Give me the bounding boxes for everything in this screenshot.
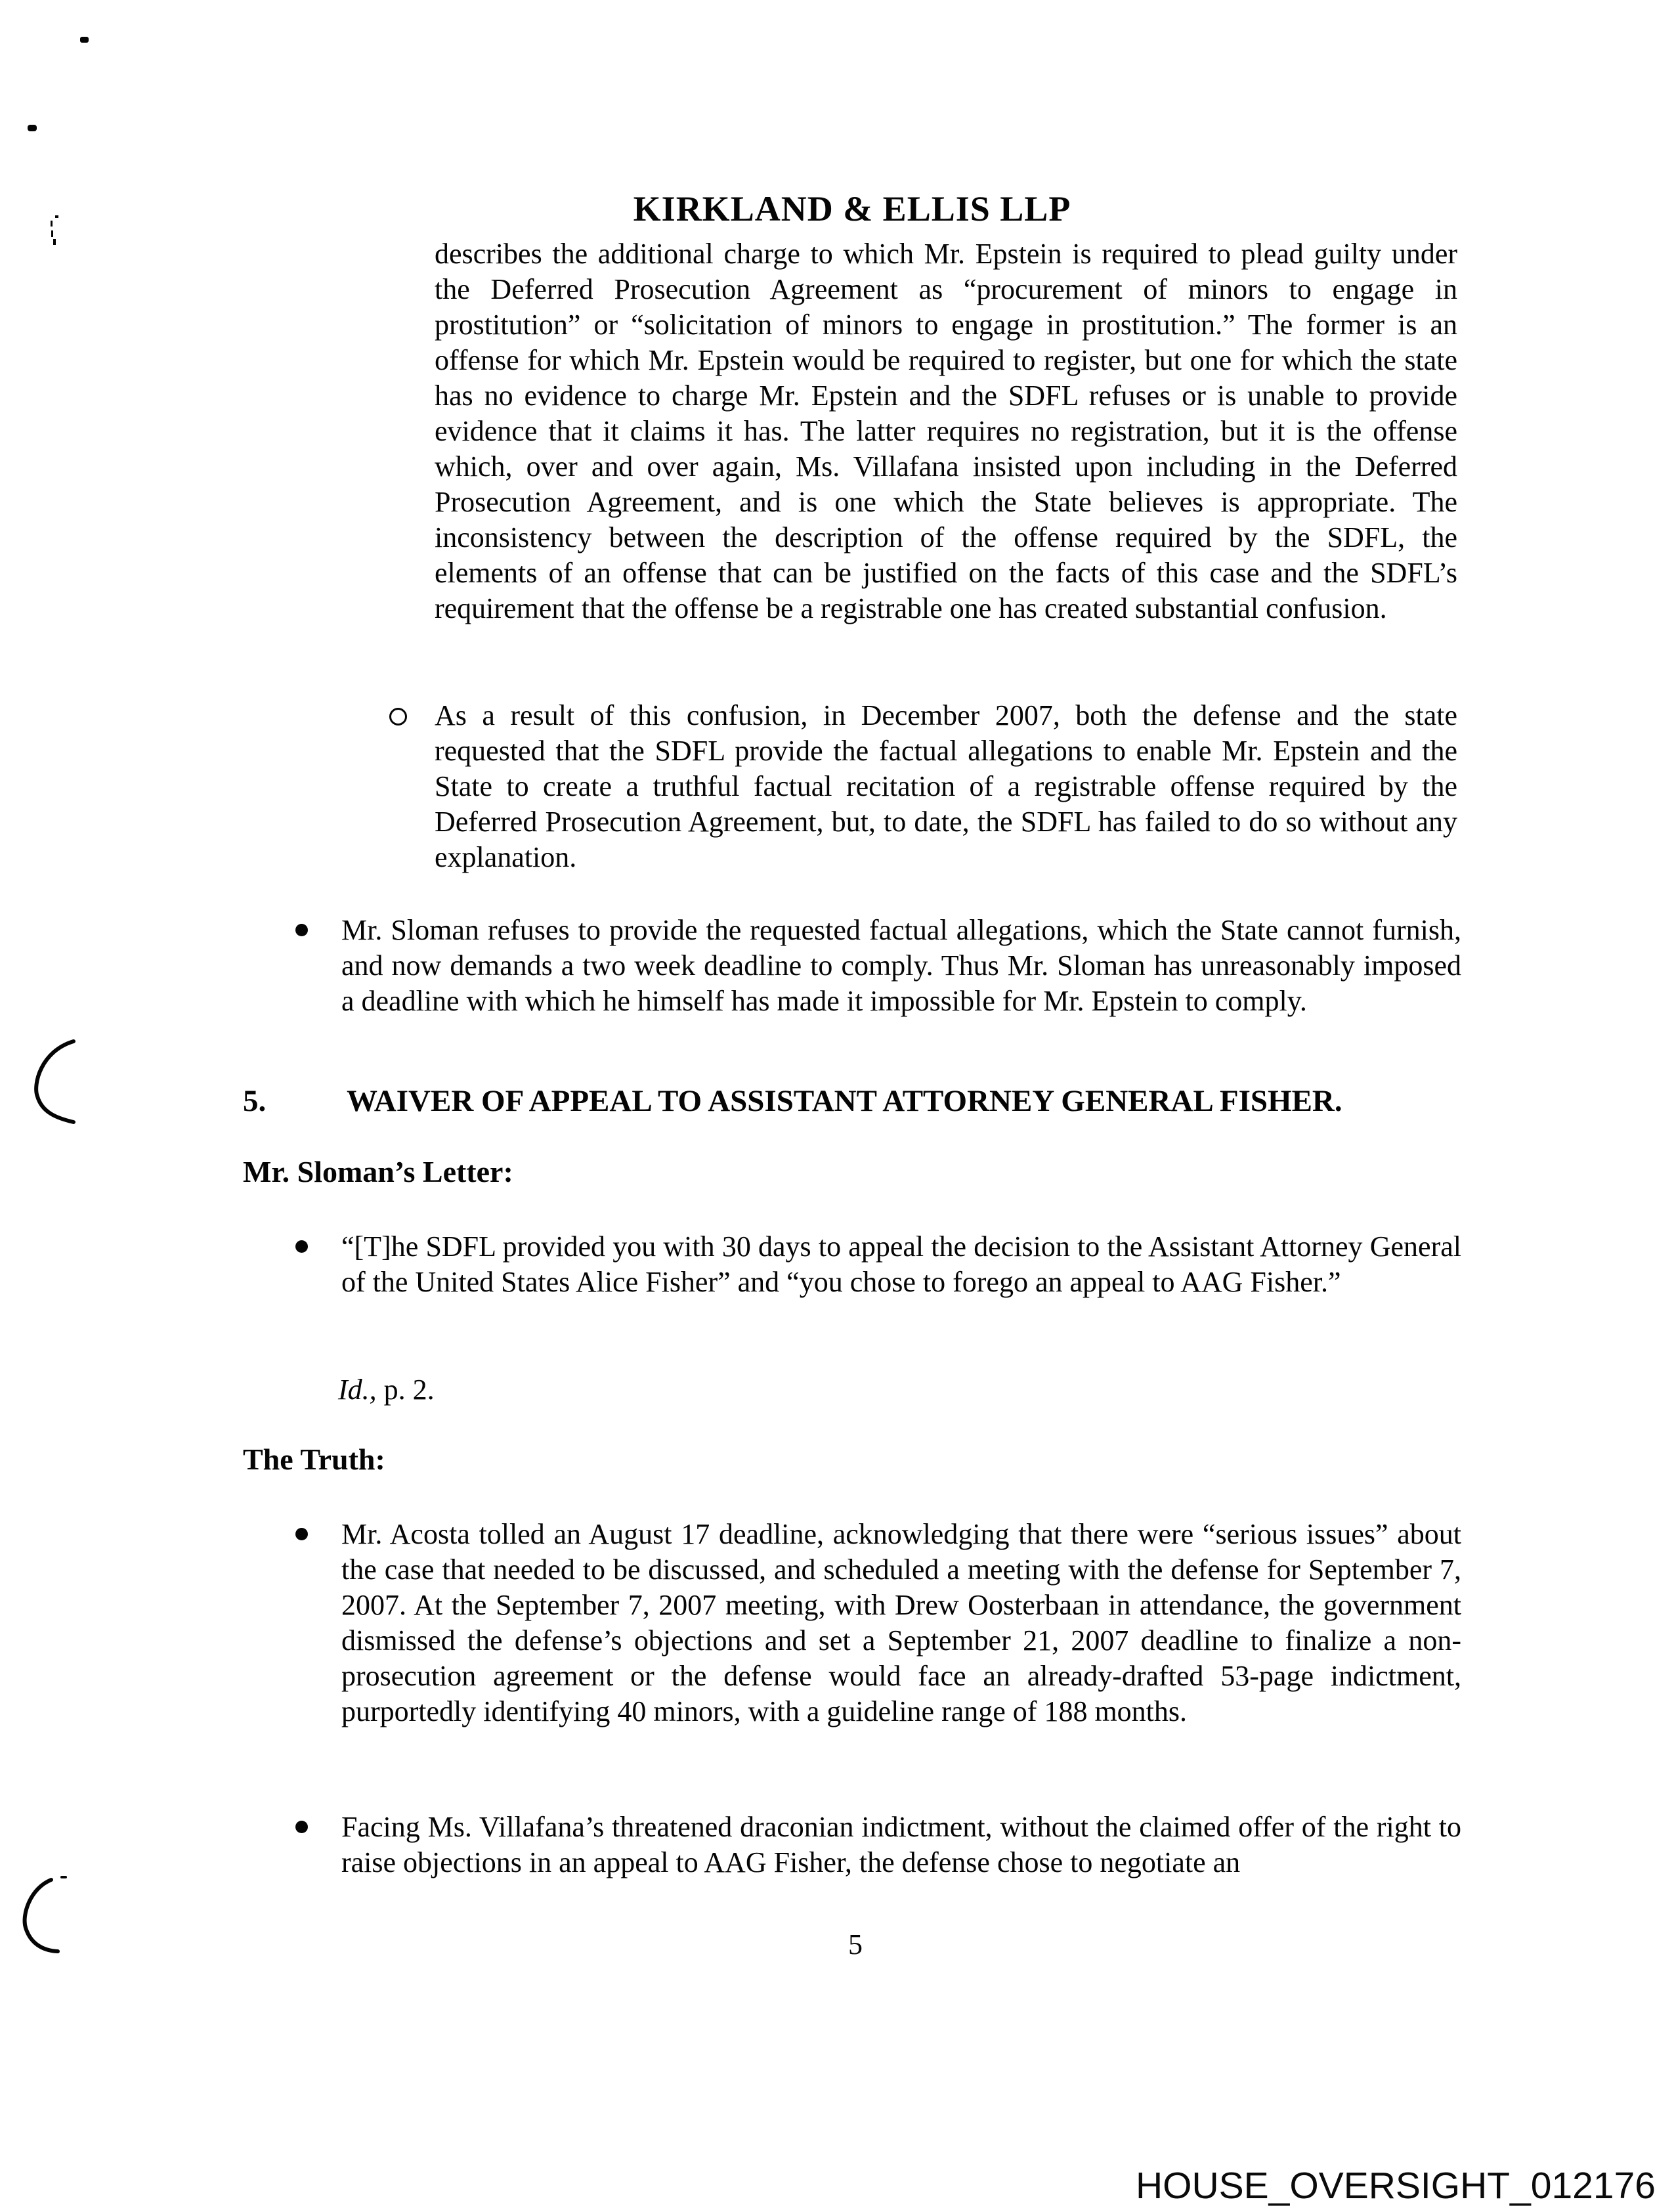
citation-id-p2: [338, 1372, 435, 1408]
slomans-letter-heading: Mr. Sloman’s Letter:: [243, 1155, 513, 1188]
filled-bullet-icon: [295, 1240, 308, 1253]
truth-heading: The Truth:: [243, 1442, 385, 1476]
bullet-text: Facing Ms. Villafana’s threatened draconian indictment, without the claimed offer of the right to raise objections in an appeal to AAG Fisher, the defense chose to negotiate an: [341, 1811, 1461, 1878]
hollow-bullet-icon: [389, 708, 407, 726]
section-number: 5.: [243, 1084, 267, 1118]
section-title: WAIVER OF APPEAL TO ASSISTANT ATTORNEY GENERAL FISHER.: [347, 1084, 1342, 1118]
bullet-item-acosta: [341, 1517, 1461, 1729]
page-number: 5: [848, 1928, 863, 1961]
filled-bullet-icon: [295, 924, 308, 936]
section-heading-5: [243, 1083, 1589, 1119]
bullet-text: “[T]he SDFL provided you with 30 days to appeal the decision to the Assistant Attorney General of the United States Alice Fisher” and “you chose to forego an appeal to AAG Fisher.”: [341, 1230, 1461, 1298]
bullet-item-sloman-refuses: [341, 913, 1461, 1019]
citation-rest: p. 2.: [376, 1374, 435, 1406]
bullet-text: Mr. Sloman refuses to provide the requested factual allegations, which the State cannot furnish, and now demands a two week deadline to comply. Thus Mr. Sloman has unreasonably imposed a deadline with which he himself has made it impossible for Mr. Epstein to comply.: [341, 914, 1461, 1017]
bullet-item-villafana: [341, 1810, 1461, 1880]
bullet-text: Mr. Acosta tolled an August 17 deadline, acknowledging that there were “serious issues” about the case that needed to be discussed, and scheduled a meeting with the defense for September 7, 2007. At the September 7, 2007 meeting, with Drew Oosterbaan in attendance, the government dismissed the defense’s objections and set a September 21, 2007 deadline to finalize a non-prosecution agreement or the defense would face an already-drafted 53-page indictment, purportedly identifying 40 minors, with a guideline range of 188 months.: [341, 1518, 1461, 1727]
bullet-item-sdfl-quote: [341, 1229, 1461, 1300]
firm-header: KIRKLAND & ELLIS LLP: [633, 189, 1071, 228]
sub-bullet-text: As a result of this confusion, in December 2007, both the defense and the state requested that the SDFL provide the factual allegations to enable Mr. Epstein and the State to create a truthful factual recitation of a registrable offense required by the Deferred Prosecution Agreement, but, to date, the SDFL has failed to do so without any explanation.: [435, 699, 1457, 873]
filled-bullet-icon: [295, 1821, 308, 1833]
citation-italic: Id.,: [338, 1374, 377, 1406]
sub-bullet-item: [435, 698, 1457, 875]
filled-bullet-icon: [295, 1528, 308, 1540]
paragraph-continuation: describes the additional charge to which Mr. Epstein is required to plead guilty under the Deferred Prosecution Agreement as “procurement of minors to engage in prostitution” or “solicitation of minors to engage in prostitution.” The former is an offense for which Mr. Epstein would be required to register, but one for which the state has no evidence to charge Mr. Epstein and the SDFL refuses or is unable to provide evidence that it claims it has. The latter requires no registration, but it is the offense which, over and over again, Ms. Villafana insisted upon including in the Deferred Prosecution Agreement, and is one which the State believes is appropriate. The inconsistency between the description of the offense required by the SDFL, the elements of an offense that can be justified on the facts of this case and the SDFL’s requirement that the offense be a registrable one has created substantial confusion.: [435, 238, 1457, 624]
bates-stamp: HOUSE_OVERSIGHT_012176: [1135, 2165, 1656, 2207]
